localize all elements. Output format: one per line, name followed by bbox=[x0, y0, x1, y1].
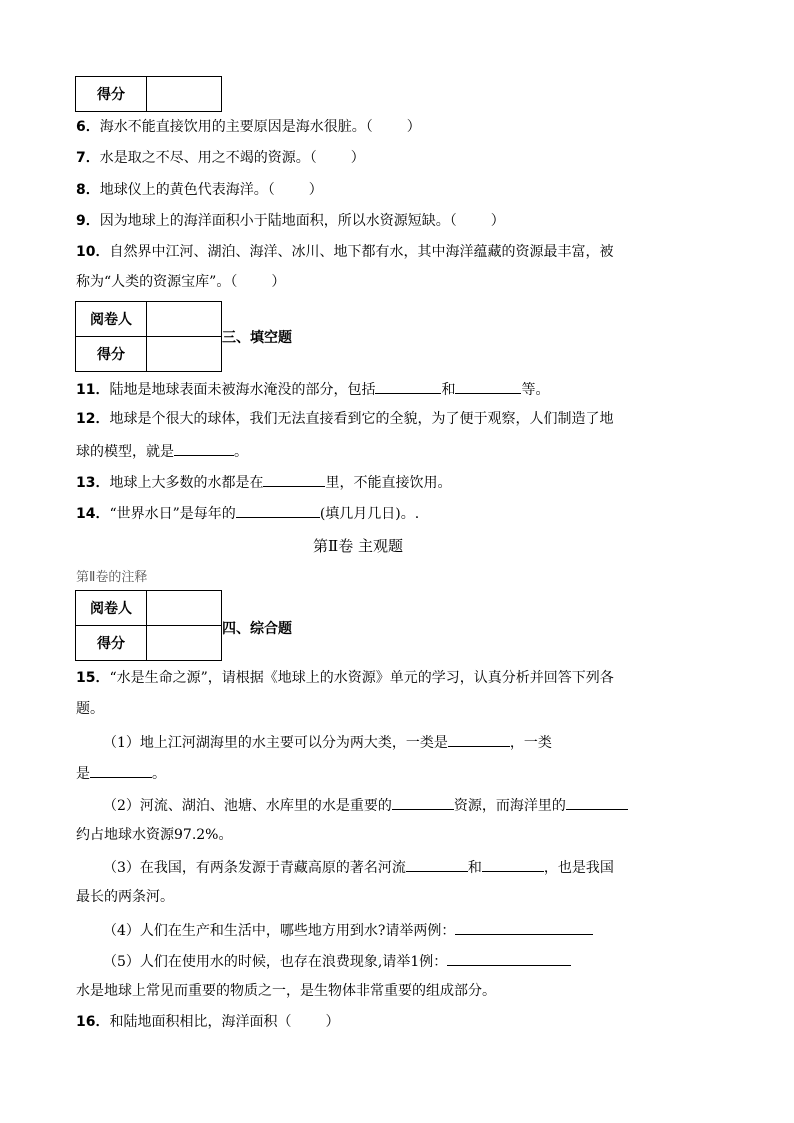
reviewer-score-box bbox=[75, 590, 222, 661]
question-15-line2 bbox=[76, 699, 104, 719]
question-15-sub5 bbox=[103, 950, 571, 972]
answer-blank[interactable] bbox=[174, 440, 234, 456]
score-input-box[interactable] bbox=[147, 337, 222, 372]
paren-close: ） bbox=[325, 1014, 340, 1030]
question-text: 是 bbox=[76, 766, 90, 782]
question-15-sub1-line2 bbox=[76, 762, 166, 784]
question-text: 自然界中江河、湖泊、海洋、冰川、地下都有水，其中海洋蕴藏的资源最丰富，被 bbox=[109, 244, 614, 260]
part-note: 第Ⅱ卷的注释 bbox=[76, 570, 148, 585]
question-9 bbox=[76, 211, 505, 231]
question-text: （2）河流、湖泊、池塘、水库里的水是重要的 bbox=[103, 798, 392, 814]
question-15-sub2 bbox=[103, 794, 628, 816]
question-6 bbox=[76, 117, 421, 137]
question-text: ，一类 bbox=[509, 735, 552, 751]
question-number: 10． bbox=[76, 244, 110, 260]
question-text: “世界水日”是每年的 bbox=[109, 506, 236, 522]
reviewer-label: 阅卷人 bbox=[76, 591, 147, 626]
question-11 bbox=[76, 378, 549, 400]
answer-blank[interactable] bbox=[482, 856, 544, 872]
paren-close: ） bbox=[271, 274, 286, 290]
question-text: （3）在我国，有两条发源于青藏高原的著名河流 bbox=[103, 860, 406, 876]
question-14 bbox=[76, 502, 419, 524]
question-text: 最长的两条河。 bbox=[76, 889, 174, 905]
question-number: 15． bbox=[76, 670, 110, 686]
score-input-box[interactable] bbox=[147, 77, 222, 112]
question-number: 11． bbox=[76, 382, 110, 398]
question-text: 因为地球上的海洋面积小于陆地面积，所以水资源短缺。（ bbox=[99, 213, 457, 229]
question-text: 称为“人类的资源宝库”。（ bbox=[76, 274, 238, 290]
question-text: 题。 bbox=[76, 701, 104, 717]
question-text: 资源，而海洋里的 bbox=[453, 798, 566, 814]
question-number: 16． bbox=[76, 1014, 110, 1030]
answer-blank[interactable] bbox=[236, 502, 320, 518]
question-text: 地球是个很大的球体，我们无法直接看到它的全貌，为了便于观察，人们制造了地 bbox=[109, 411, 614, 427]
answer-blank[interactable] bbox=[375, 378, 441, 394]
answer-blank[interactable] bbox=[448, 731, 510, 747]
question-13 bbox=[76, 471, 451, 493]
question-text: （5）人们在使用水的时候，也存在浪费现象,请举1例： bbox=[103, 954, 448, 970]
paren-close: ） bbox=[406, 119, 421, 135]
answer-blank[interactable] bbox=[447, 950, 571, 966]
part-title: 第Ⅱ卷 主观题 bbox=[313, 537, 403, 555]
question-10 bbox=[76, 242, 613, 262]
question-15-footer bbox=[76, 981, 496, 1001]
question-15-sub4 bbox=[103, 919, 593, 941]
question-text: 水是取之不尽、用之不竭的资源。（ bbox=[99, 150, 317, 166]
question-12-line2 bbox=[76, 440, 248, 462]
answer-blank[interactable] bbox=[566, 794, 628, 810]
question-text: 和 bbox=[441, 382, 456, 398]
question-12 bbox=[76, 409, 613, 429]
reviewer-input-box[interactable] bbox=[147, 302, 222, 337]
section-heading: 四、综合题 bbox=[222, 621, 292, 637]
question-text: 和陆地面积相比，海洋面积（ bbox=[109, 1014, 292, 1030]
question-15 bbox=[76, 668, 614, 688]
question-15-sub3 bbox=[103, 856, 614, 878]
question-number: 7． bbox=[76, 150, 100, 166]
score-box bbox=[75, 76, 222, 112]
reviewer-input-box[interactable] bbox=[147, 591, 222, 626]
answer-blank[interactable] bbox=[263, 471, 325, 487]
question-text: (填几月几日)。. bbox=[319, 506, 420, 522]
paren-close: ） bbox=[308, 182, 323, 198]
score-input-box[interactable] bbox=[147, 626, 222, 661]
answer-blank[interactable] bbox=[455, 919, 593, 935]
question-text: 陆地是地球表面未被海水淹没的部分，包括 bbox=[109, 382, 376, 398]
question-16 bbox=[76, 1012, 339, 1032]
question-15-sub1 bbox=[103, 731, 552, 753]
question-text: 球的模型，就是 bbox=[76, 444, 174, 460]
question-text: （4）人们在生产和生活中，哪些地方用到水?请举两例： bbox=[103, 923, 456, 939]
question-text: 等。 bbox=[521, 382, 550, 398]
reviewer-score-box bbox=[75, 301, 222, 372]
question-15-sub2-line2 bbox=[76, 825, 232, 845]
question-text: 和 bbox=[467, 860, 482, 876]
question-text: （1）地上江河湖海里的水主要可以分为两大类，一类是 bbox=[103, 735, 448, 751]
question-text: 。 bbox=[152, 766, 166, 782]
question-number: 9． bbox=[76, 213, 100, 229]
answer-blank[interactable] bbox=[406, 856, 468, 872]
question-number: 12． bbox=[76, 411, 110, 427]
question-text: ，也是我国 bbox=[543, 860, 614, 876]
answer-blank[interactable] bbox=[90, 762, 152, 778]
score-label: 得分 bbox=[76, 77, 147, 112]
question-text: 里，不能直接饮用。 bbox=[325, 475, 452, 491]
section-heading: 三、填空题 bbox=[222, 330, 292, 346]
question-10-line2 bbox=[76, 272, 285, 292]
question-15-sub3-line2 bbox=[76, 887, 174, 907]
question-number: 8． bbox=[76, 182, 100, 198]
question-text: 地球上大多数的水都是在 bbox=[109, 475, 264, 491]
answer-blank[interactable] bbox=[392, 794, 454, 810]
paren-close: ） bbox=[490, 213, 505, 229]
answer-blank[interactable] bbox=[455, 378, 521, 394]
score-label: 得分 bbox=[76, 337, 147, 372]
question-number: 14． bbox=[76, 506, 110, 522]
question-number: 6． bbox=[76, 119, 100, 135]
question-text: 。 bbox=[234, 444, 248, 460]
question-number: 13． bbox=[76, 475, 110, 491]
reviewer-label: 阅卷人 bbox=[76, 302, 147, 337]
question-text: “水是生命之源”，请根据《地球上的水资源》单元的学习，认真分析并回答下列各 bbox=[109, 670, 614, 686]
question-8 bbox=[76, 180, 323, 200]
question-text: 海水不能直接饮用的主要原因是海水很脏。（ bbox=[99, 119, 373, 135]
question-7 bbox=[76, 148, 365, 168]
question-text: 地球仪上的黄色代表海洋。（ bbox=[99, 182, 275, 198]
question-text: 水是地球上常见而重要的物质之一，是生物体非常重要的组成部分。 bbox=[76, 983, 496, 999]
paren-close: ） bbox=[350, 150, 365, 166]
score-label: 得分 bbox=[76, 626, 147, 661]
question-text: 约占地球水资源97.2%。 bbox=[76, 827, 233, 843]
